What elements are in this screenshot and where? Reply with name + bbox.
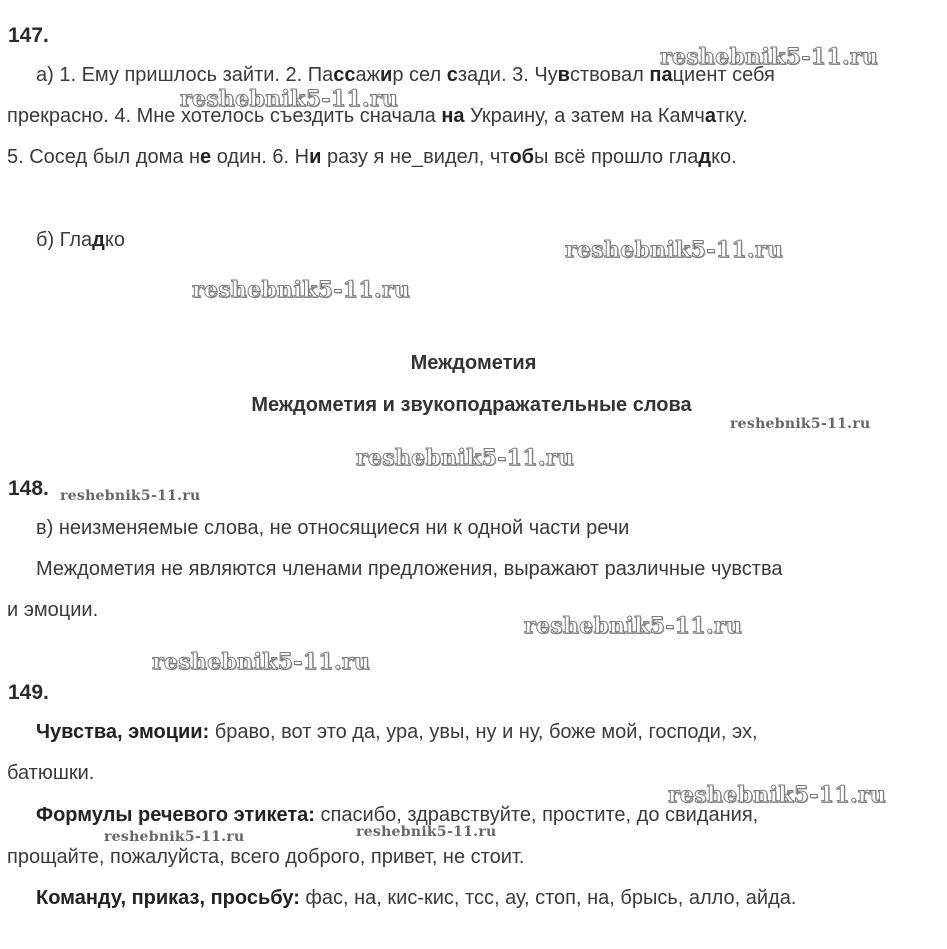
watermark: reshebnik5-11.ru bbox=[565, 237, 784, 263]
watermark: reshebnik5-11.ru bbox=[356, 445, 575, 471]
watermark: reshebnik5-11.ru bbox=[180, 86, 399, 112]
task-number-149: 149. bbox=[8, 681, 49, 704]
task148-line-2: Междометия не являются членами предложения, выражают различные чувства bbox=[36, 558, 783, 580]
watermark: reshebnik5-11.ru bbox=[660, 44, 879, 70]
watermark: reshebnik5-11.ru bbox=[192, 277, 411, 303]
watermark: reshebnik5-11.ru bbox=[668, 782, 887, 808]
task147-line-3: 5. Сосед был дома не один. 6. Ни разу я не_видел, чтобы всё прошло гладко. bbox=[7, 146, 737, 168]
watermark: reshebnik5-11.ru bbox=[730, 416, 871, 432]
watermark: reshebnik5-11.ru bbox=[524, 613, 743, 639]
category-label: Команду, приказ, просьбу: bbox=[36, 887, 300, 909]
task149-cat1-line-1: Чувства, эмоции: браво, вот это да, ура, увы, ну и ну, боже мой, господи, эх, bbox=[36, 721, 758, 743]
task148-line-3: и эмоции. bbox=[7, 599, 99, 621]
task149-cat1-line-2: батюшки. bbox=[7, 762, 95, 784]
watermark: reshebnik5-11.ru bbox=[152, 649, 371, 675]
task-number-147: 147. bbox=[8, 24, 49, 47]
section-subtitle: Междометия и звукоподражательные слова bbox=[251, 394, 692, 416]
task149-cat3-line-1: Команду, приказ, просьбу: фас, на, кис-кис, тсс, ау, стоп, на, брысь, алло, айда. bbox=[36, 887, 797, 909]
category-label: Формулы речевого этикета: bbox=[36, 804, 315, 826]
task147-line-2: прекрасно. 4. Мне хотелось съездить сначала на Украину, а затем на Камчатку. bbox=[7, 105, 748, 127]
watermark: reshebnik5-11.ru bbox=[104, 829, 245, 845]
section-title: Междометия bbox=[410, 352, 537, 374]
task149-cat2-line-2: прощайте, пожалуйста, всего доброго, привет, не стоит. bbox=[7, 846, 525, 868]
watermark: reshebnik5-11.ru bbox=[356, 824, 497, 840]
task147-line-1: а) 1. Ему пришлось зайти. 2. Пассажир сел сзади. 3. Чувствовал пациент себя bbox=[36, 64, 775, 86]
task-number-148: 148. bbox=[8, 477, 49, 500]
watermark: reshebnik5-11.ru bbox=[60, 488, 201, 504]
category-label: Чувства, эмоции: bbox=[36, 721, 210, 743]
task148-line-1: в) неизменяемые слова, не относящиеся ни к одной части речи bbox=[36, 517, 630, 539]
task149-cat2-line-1: Формулы речевого этикета: спасибо, здравствуйте, простите, до свидания, bbox=[36, 804, 759, 826]
task147-answer-b: б) Гладко bbox=[36, 229, 125, 251]
